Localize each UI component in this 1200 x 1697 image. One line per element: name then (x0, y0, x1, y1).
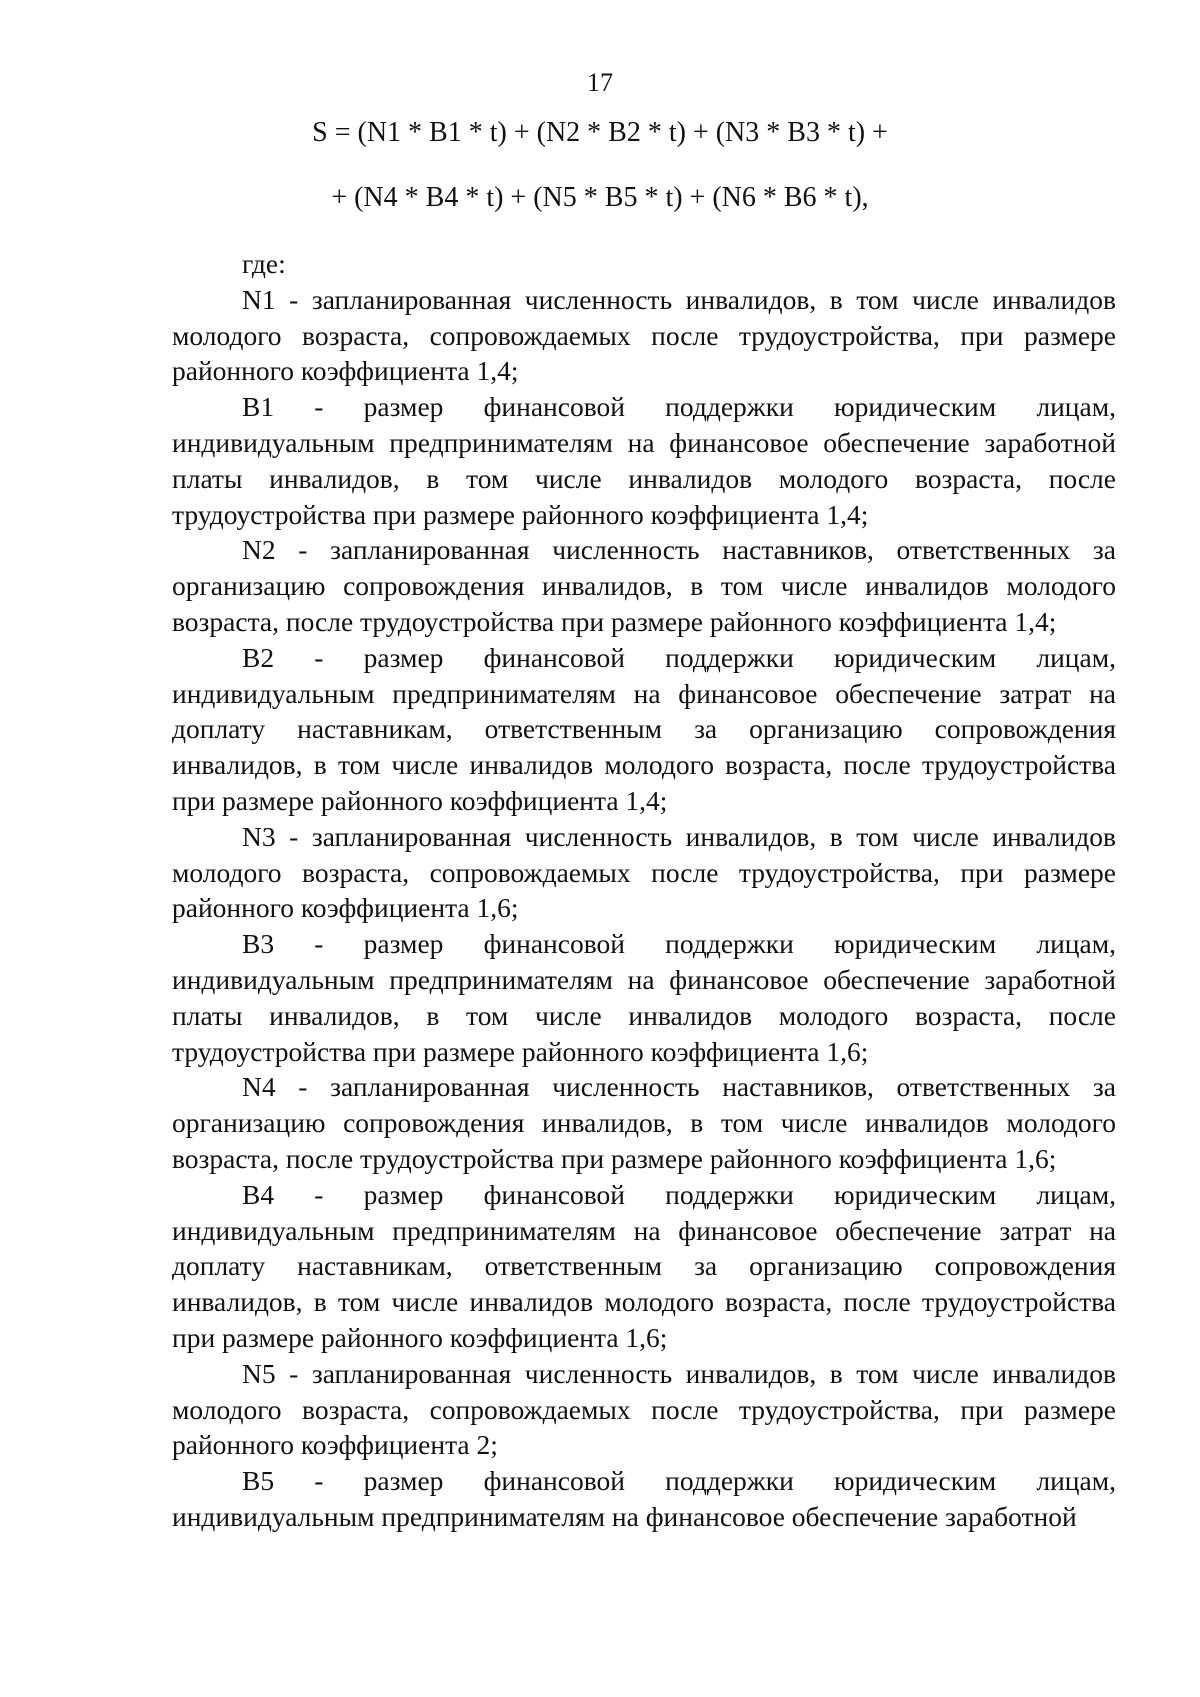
formula-line-2: + (N4 * B4 * t) + (N5 * B5 * t) + (N6 * B6 * t), (331, 182, 869, 213)
definitions-intro: где: (242, 248, 286, 279)
page-number: 17 (587, 68, 613, 97)
definition-n4: N4 - запланированная численность наставников, ответственных за организацию сопровождения инвалидов, в том числе инвалидов молодого возраста, после трудоустройства при размере районного коэффициента 1,6; (172, 1071, 1116, 1174)
definition-b5: B5 - размер финансовой поддержки юридическим лицам, индивидуальным предпринимателям на финансовое обеспечение заработной (172, 1465, 1116, 1532)
definition-b3: B3 - размер финансовой поддержки юридическим лицам, индивидуальным предпринимателям на финансовое обеспечение заработной платы инвалидов, в том числе инвалидов молодого возраста, после трудоустройства при размере районного коэффициента 1,6; (172, 928, 1116, 1067)
definitions-block (172, 246, 1116, 1535)
definition-b1: B1 - размер финансовой поддержки юридическим лицам, индивидуальным предпринимателям на финансовое обеспечение заработной платы инвалидов, в том числе инвалидов молодого возраста, после трудоустройства при размере районного коэффициента 1,4; (172, 391, 1116, 530)
definition-n1: N1 - запланированная численность инвалидов, в том числе инвалидов молодого возраста, сопровождаемых после трудоустройства, при размере районного коэффициента 1,4; (172, 283, 1116, 387)
definition-n5: N5 - запланированная численность инвалидов, в том числе инвалидов молодого возраста, сопровождаемых после трудоустройства, при размере районного коэффициента 2; (172, 1357, 1116, 1461)
definition-b4: B4 - размер финансовой поддержки юридическим лицам, индивидуальным предпринимателям на финансовое обеспечение затрат на доплату наставникам, ответственным за организацию сопровождения инвалидов, в том числе инвалидов молодого возраста, после трудоустройства при размере районного коэффициента 1,6; (172, 1178, 1116, 1353)
definition-b2: B2 - размер финансовой поддержки юридическим лицам, индивидуальным предпринимателям на финансовое обеспечение затрат на доплату наставникам, ответственным за организацию сопровождения инвалидов, в том числе инвалидов молодого возраста, после трудоустройства при размере районного коэффициента 1,4; (172, 641, 1116, 816)
formula-line-1: S = (N1 * B1 * t) + (N2 * B2 * t) + (N3 * B3 * t) + (312, 117, 888, 148)
definition-n3: N3 - запланированная численность инвалидов, в том числе инвалидов молодого возраста, сопровождаемых после трудоустройства, при размере районного коэффициента 1,6; (172, 820, 1116, 924)
definition-n2: N2 - запланированная численность наставников, ответственных за организацию сопровождения инвалидов, в том числе инвалидов молодого возраста, после трудоустройства при размере районного коэффициента 1,4; (172, 534, 1116, 637)
